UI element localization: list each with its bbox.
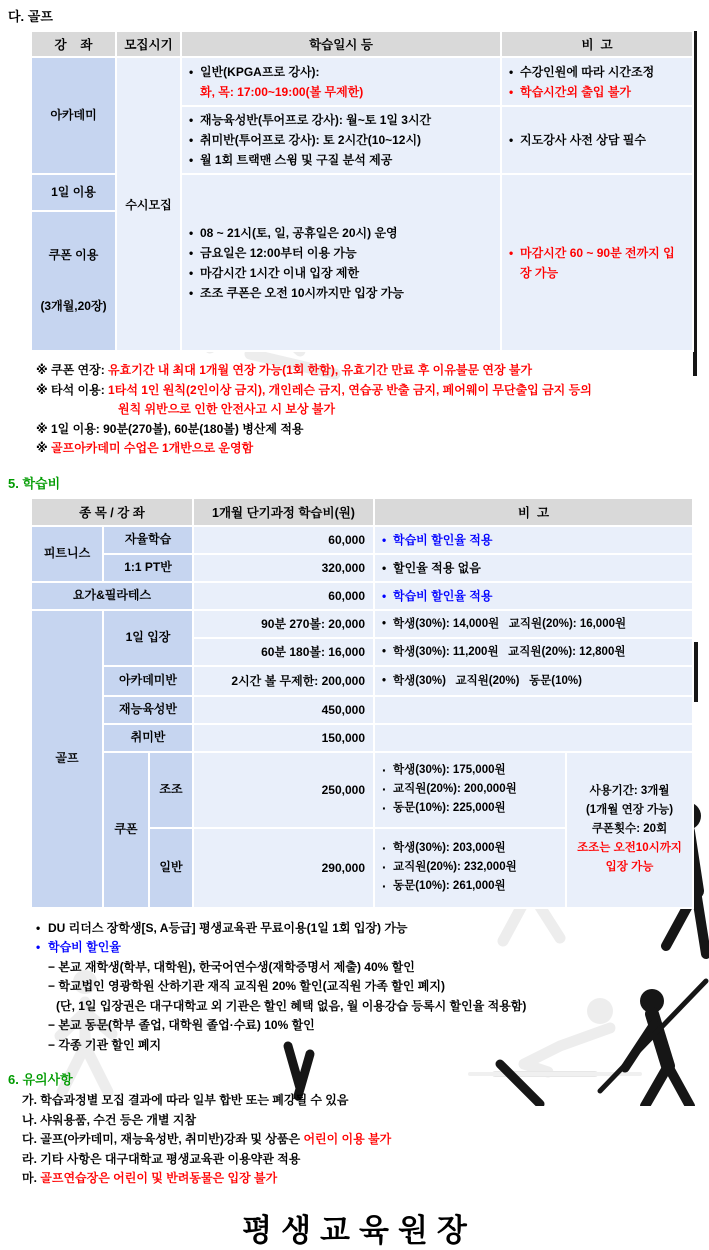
cell-day90-fee: 90분 270볼: 20,000	[193, 610, 374, 638]
section6-heading: 6. 유의사항	[8, 1072, 73, 1087]
note-line: • 지도강사 사전 상담 필수	[508, 130, 686, 150]
cell-fitness-label: 피트니스	[31, 526, 103, 582]
footnote-line	[36, 361, 709, 381]
table-row	[31, 554, 693, 582]
cell-day90-note	[374, 610, 693, 638]
signature-title: 평생교육원장	[242, 1212, 476, 1248]
cell-academy-note-1	[501, 57, 693, 106]
cell-self-study-label: 자율학습	[103, 526, 193, 554]
discount-line: · 교직원(20%): 200,000원	[381, 780, 559, 799]
cell-talent-fee: 450,000	[193, 696, 374, 724]
table-row	[31, 610, 693, 638]
header-fee: 1개월 단기과정 학습비(원)	[193, 498, 374, 526]
usage-line: 사용기간: 3개월	[589, 785, 670, 797]
cell-self-study-note	[374, 526, 693, 554]
table-row	[31, 724, 693, 752]
cell-day-entry-label: 1일 입장	[103, 610, 193, 666]
golf-schedule-table	[30, 30, 694, 352]
caution-red-text: 어린이 이용 불가	[303, 1132, 392, 1146]
cell-coupon-use-label	[31, 211, 116, 351]
note-line: • 할인율 적용 없음	[381, 558, 686, 578]
caution-text: 다. 골프(아카데미, 재능육성반, 취미반)강좌 및 상품은	[22, 1132, 304, 1146]
discount-detail-line: − 학교법인 영광학원 산하기관 재직 교직원 20% 할인(교직원 가족 할인 폐지)	[48, 979, 445, 993]
schedule-line: • 취미반(투어프로 강사): 토 2시간(10~12시)	[188, 130, 494, 150]
caution-text: 마.	[22, 1171, 41, 1185]
schedule-line: • 08 ~ 21시(토, 일, 공휴일은 20시) 운영	[188, 223, 494, 243]
schedule-line: • 조조 쿠폰은 오전 10시까지만 입장 가능	[188, 283, 494, 303]
discount-detail-line: − 본교 재학생(학부, 대학원), 한국어연수생(재학증명서 제출) 40% 할인	[48, 959, 415, 974]
note-line-blue: • 학습비 할인율 적용	[381, 530, 686, 550]
caution-item	[22, 1150, 709, 1170]
note-line: • 수강인원에 따라 시간조정	[508, 62, 686, 82]
footnote-line: • DU 리더스 장학생[S, A등급] 평생교육관 무료이용(1일 1회 입장) 가능	[36, 919, 709, 939]
tuition-footnotes	[36, 919, 709, 1056]
schedule-line-red: 화, 목: 17:00~19:00(볼 무제한)	[200, 84, 364, 99]
caution-text: 가. 학습과정별 모집 결과에 따라 일부 합반 또는 폐강될 수 있음	[22, 1093, 349, 1107]
caution-text: 나. 샤워용품, 수건 등은 개별 지참	[22, 1112, 197, 1127]
discount-line: · 학생(30%): 203,000원	[381, 839, 559, 858]
cell-academy-class-label: 아카데미반	[103, 666, 193, 696]
caution-item	[22, 1130, 709, 1150]
note-line: • 학생(30%): 14,000원 교직원(20%): 16,000원	[381, 614, 686, 634]
cell-coupon-usage-info	[566, 752, 693, 908]
caution-list	[22, 1091, 709, 1189]
caution-item	[22, 1111, 709, 1131]
discount-detail-continuation: (단, 1일 입장권은 대구대학교 외 기관은 할인 혜택 없음, 월 이용강습 등록시 할인율 적용함)	[56, 998, 527, 1013]
cell-general-note	[374, 828, 566, 908]
cell-hobby-fee: 150,000	[193, 724, 374, 752]
footnote-continuation: 원칙 위반으로 인한 안전사고 시 보상 불가	[118, 402, 336, 416]
table-row	[31, 666, 693, 696]
cell-recruit-period: 수시모집	[116, 57, 181, 351]
header-course: 종 목 / 강 좌	[31, 498, 193, 526]
schedule-line: • 금요일은 12:00부터 이용 가능	[188, 243, 494, 263]
cell-academy-note-2	[501, 106, 693, 174]
schedule-line: • 월 1회 트랙맨 스윙 및 구질 분석 제공	[188, 150, 494, 170]
schedule-line: • 일반(KPGA프로 강사):	[188, 62, 494, 82]
caution-item	[22, 1091, 709, 1111]
cell-self-study-fee: 60,000	[193, 526, 374, 554]
note-line: • 학생(30%): 11,200원 교직원(20%): 12,800원	[381, 642, 686, 662]
discount-line: · 동문(10%): 261,000원	[381, 877, 559, 896]
footnote-red-text: 골프아카데미 수업은 1개반으로 운영함	[51, 441, 254, 455]
cell-pt-label: 1:1 PT반	[103, 554, 193, 582]
usage-line: (1개월 연장 가능)	[585, 804, 674, 816]
cell-shared-note	[501, 174, 693, 351]
cell-jojo-note	[374, 752, 566, 828]
table-row	[31, 752, 693, 828]
note-line-red: • 마감시간 60 ~ 90분 전까지 입장 가능	[508, 243, 686, 283]
cell-jojo-fee: 250,000	[193, 752, 374, 828]
note-line-red: • 학습시간외 출입 불가	[508, 82, 686, 102]
cell-academy-schedule-1	[181, 57, 501, 106]
footnote-line	[36, 439, 709, 459]
golf-table-footnotes	[36, 361, 709, 459]
cell-academy-class-note	[374, 666, 693, 696]
tuition-table	[30, 497, 694, 909]
footnote-label: ※	[36, 441, 48, 455]
cell-day60-fee: 60분 180볼: 16,000	[193, 638, 374, 666]
table-header-row	[31, 31, 693, 57]
usage-line: 쿠폰횟수: 20회	[591, 823, 668, 835]
cell-yoga-fee: 60,000	[193, 582, 374, 610]
discount-detail-line: − 본교 동문(학부 졸업, 대학원 졸업·수료) 10% 할인	[48, 1018, 315, 1032]
table-row	[31, 526, 693, 554]
cell-academy-schedule-2	[181, 106, 501, 174]
header-course: 강 좌	[31, 31, 116, 57]
coupon-label-line2: (3개월,20장)	[40, 299, 107, 313]
cell-day-use-label: 1일 이용	[31, 174, 116, 211]
caution-text: 라. 기타 사항은 대구대학교 평생교육관 이용약관 적용	[22, 1151, 301, 1166]
section-golf-heading: 다. 골프	[8, 9, 53, 24]
cell-yoga-label: 요가&필라테스	[31, 582, 193, 610]
usage-line-red: 입장 가능	[605, 861, 654, 873]
cell-general-fee: 290,000	[193, 828, 374, 908]
coupon-label-line1: 쿠폰 이용	[48, 248, 99, 262]
caution-red-text: 골프연습장은 어린이 및 반려동물은 입장 불가	[40, 1171, 278, 1185]
cell-pt-fee: 320,000	[193, 554, 374, 582]
footnote-label: ※ 쿠폰 연장:	[36, 363, 105, 377]
table-header-row	[31, 498, 693, 526]
discount-line: · 학생(30%): 175,000원	[381, 761, 559, 780]
footnote-line: ※ 1일 이용: 90분(270볼), 60분(180볼) 병산제 적용	[36, 421, 304, 436]
cell-coupon-label: 쿠폰	[103, 752, 149, 908]
header-note: 비 고	[374, 498, 693, 526]
cell-talent-label: 재능육성반	[103, 696, 193, 724]
footnote-label: ※ 타석 이용:	[36, 382, 105, 397]
cell-hobby-note-empty	[374, 724, 693, 752]
cell-general-label: 일반	[149, 828, 193, 908]
cell-shared-schedule	[181, 174, 501, 351]
schedule-line: • 마감시간 1시간 이내 입장 제한	[188, 263, 494, 283]
cell-academy-label: 아카데미	[31, 57, 116, 174]
cell-hobby-label: 취미반	[103, 724, 193, 752]
cell-academy-class-fee: 2시간 볼 무제한: 200,000	[193, 666, 374, 696]
caution-item	[22, 1169, 709, 1189]
header-schedule: 학습일시 등	[181, 31, 501, 57]
discount-line: · 동문(10%): 225,000원	[381, 799, 559, 818]
cell-yoga-note	[374, 582, 693, 610]
section5-heading: 5. 학습비	[8, 475, 61, 491]
table-row	[31, 57, 693, 106]
schedule-line: • 재능육성반(투어프로 강사): 월~토 1일 3시간	[188, 110, 494, 130]
discount-detail-line: − 각종 기관 할인 폐지	[48, 1037, 162, 1052]
footnote-line-blue: • 학습비 할인율	[36, 938, 709, 958]
table-row	[31, 582, 693, 610]
cell-day60-note	[374, 638, 693, 666]
cell-jojo-label: 조조	[149, 752, 193, 828]
table-row	[31, 696, 693, 724]
header-period: 모집시기	[116, 31, 181, 57]
footnote-red-text: 1타석 1인 원칙(2인이상 금지), 개인레슨 금지, 연습공 반출 금지, 페어웨이 무단출입 금지 등의	[108, 382, 592, 397]
footnote-line	[36, 381, 709, 401]
header-note: 비 고	[501, 31, 693, 57]
note-line-blue: • 학습비 할인율 적용	[381, 586, 686, 606]
discount-line: · 교직원(20%): 232,000원	[381, 858, 559, 877]
cell-golf-label: 골프	[31, 610, 103, 908]
cell-pt-note	[374, 554, 693, 582]
usage-line-red: 조조는 오전10시까지	[577, 842, 682, 854]
footnote-red-text: 유효기간 내 최대 1개월 연장 가능(1회 한함), 유효기간 만료 후 이유불문 연장 불가	[108, 363, 533, 377]
note-line: • 학생(30%) 교직원(20%) 동문(10%)	[381, 671, 686, 691]
cell-talent-note-empty	[374, 696, 693, 724]
